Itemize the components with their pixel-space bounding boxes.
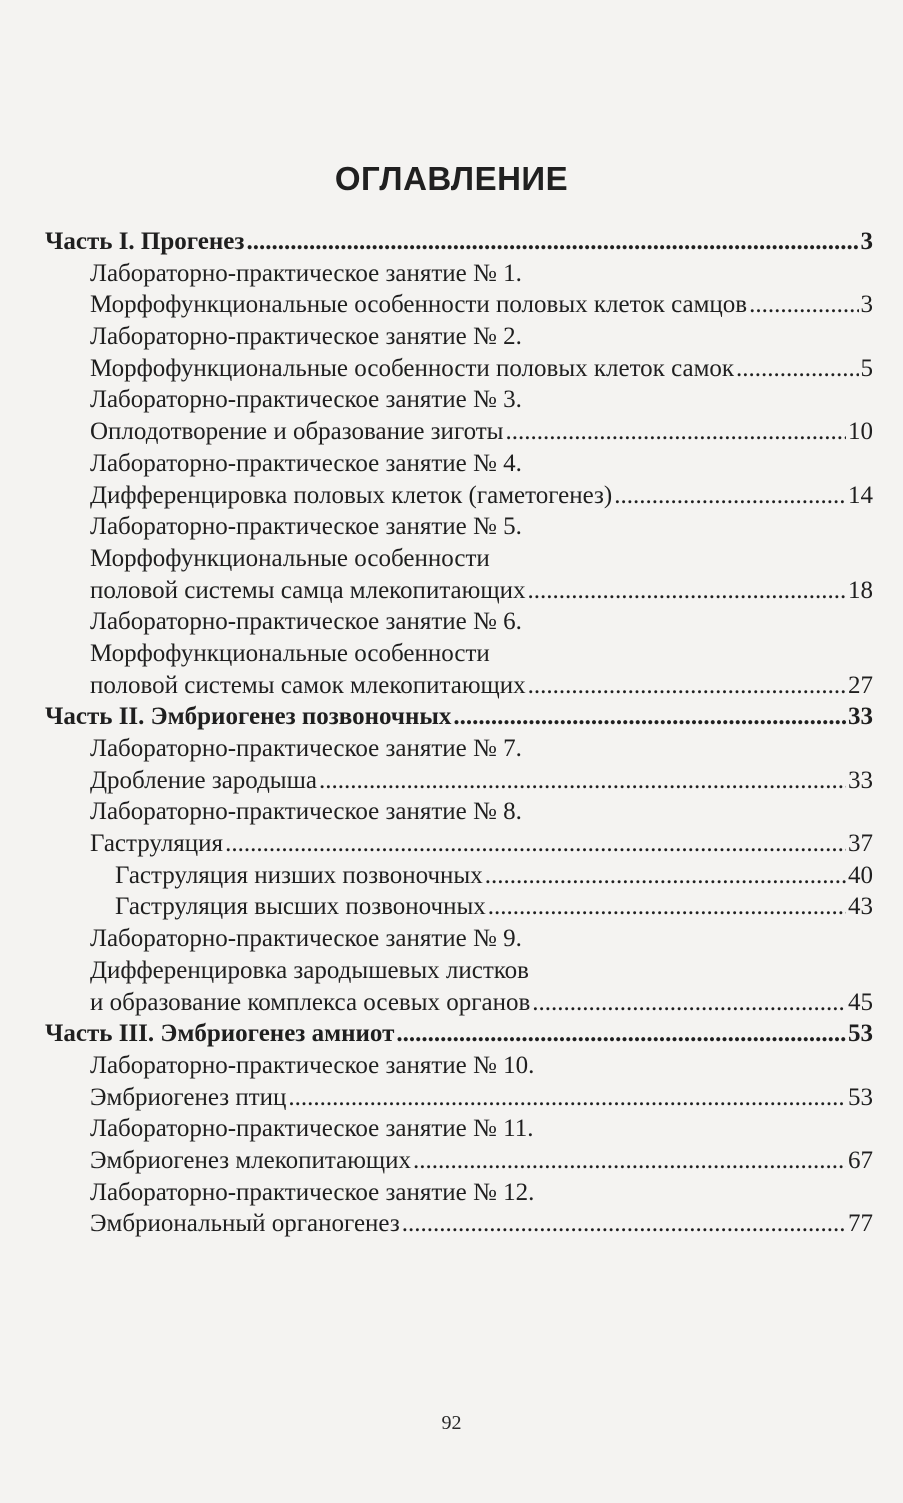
- dot-leader: [505, 416, 846, 448]
- toc-entry: [45, 1177, 873, 1209]
- toc-entry-title: Эмбриогенез млекопитающих: [90, 1146, 412, 1174]
- page-title: ОГЛАВЛЕНИЕ: [334, 160, 569, 197]
- page-number: 92: [441, 1412, 462, 1434]
- toc-page-number: 67: [848, 1146, 873, 1174]
- toc-page-number: 53: [848, 1020, 873, 1048]
- dot-leader: [402, 1208, 846, 1240]
- toc-entry: [45, 733, 873, 765]
- toc-entry: [45, 511, 873, 543]
- toc-entry-title: Лабораторно-практическое занятие № 5.: [90, 513, 522, 541]
- toc-entry-title: Лабораторно-практическое занятие № 1.: [90, 259, 522, 287]
- dot-leader: [288, 1082, 846, 1114]
- toc-entry: [45, 575, 873, 607]
- toc-entry-title: Гаструляция высших позвоночных: [115, 893, 486, 921]
- toc-entry-title: Лабораторно-практическое занятие № 10.: [90, 1051, 535, 1079]
- toc-entry-title: Морфофункциональные особенности: [90, 639, 490, 667]
- toc-entry: [45, 448, 873, 480]
- toc-page-number: 53: [848, 1083, 873, 1111]
- dot-leader: [736, 353, 858, 385]
- toc-entry-title: Эмбриогенез птиц: [90, 1083, 287, 1111]
- toc-entry-title: Морфофункциональные особенности половых клеток самцов: [90, 291, 748, 319]
- toc-entry: [45, 416, 873, 448]
- toc-page-number: 27: [848, 671, 873, 699]
- toc-page-number: 5: [860, 354, 873, 382]
- toc-page-number: 37: [848, 830, 873, 858]
- toc-entry: [45, 480, 873, 512]
- toc-part: [45, 1018, 873, 1050]
- dot-leader: [246, 226, 858, 258]
- toc-entry: [45, 638, 873, 670]
- dot-leader: [396, 1018, 846, 1050]
- toc-entry-title: Лабораторно-практическое занятие № 3.: [90, 386, 522, 414]
- toc-entry: [45, 353, 873, 385]
- toc-entry-title: Гаструляция низших позвоночных: [115, 861, 483, 889]
- toc-entry-title: Лабораторно-практическое занятие № 12.: [90, 1178, 535, 1206]
- toc-entry-title: Часть III. Эмбриогенез амниот: [45, 1020, 395, 1048]
- toc-entry: [45, 955, 873, 987]
- toc-entry: [45, 289, 873, 321]
- toc-entry: [45, 1082, 873, 1114]
- toc-part: [45, 701, 873, 733]
- toc-entry-title: Лабораторно-практическое занятие № 4.: [90, 449, 522, 477]
- toc-entry: [45, 987, 873, 1019]
- dot-leader: [527, 575, 846, 607]
- toc-subentry: [45, 891, 873, 923]
- toc-subentry: [45, 860, 873, 892]
- dot-leader: [453, 701, 846, 733]
- table-of-contents: [45, 226, 873, 1240]
- dot-leader: [749, 289, 858, 321]
- toc-entry: [45, 1050, 873, 1082]
- toc-entry-title: Дифференцировка половых клеток (гаметогенез): [90, 481, 613, 509]
- toc-entry: [45, 1113, 873, 1145]
- toc-page-number: 3: [860, 228, 873, 255]
- toc-entry-title: Морфофункциональные особенности: [90, 544, 490, 572]
- toc-entry-title: половой системы самок млекопитающих: [90, 671, 526, 699]
- toc-entry-title: Лабораторно-практическое занятие № 7.: [90, 735, 522, 762]
- toc-entry-title: Лабораторно-практическое занятие № 8.: [90, 798, 522, 826]
- toc-entry: [45, 384, 873, 416]
- toc-entry: [45, 258, 873, 290]
- toc-entry-title: Морфофункциональные особенности половых клеток самок: [90, 354, 735, 382]
- toc-page-number: 77: [848, 1210, 873, 1238]
- toc-page-number: 18: [848, 576, 873, 604]
- toc-entry-title: Часть I. Прогенез: [45, 228, 245, 255]
- toc-entry: [45, 670, 873, 702]
- toc-page-number: 40: [848, 861, 873, 889]
- toc-entry-title: Гаструляция: [90, 830, 224, 858]
- toc-page-number: 43: [848, 893, 873, 921]
- toc-part: [45, 226, 873, 258]
- toc-entry: [45, 923, 873, 955]
- toc-entry-title: Часть II. Эмбриогенез позвоночных: [45, 703, 452, 731]
- dot-leader: [319, 765, 846, 797]
- toc-entry: [45, 606, 873, 638]
- toc-page-number: 10: [848, 418, 873, 446]
- dot-leader: [413, 1145, 846, 1177]
- toc-page-number: 14: [848, 481, 873, 509]
- toc-entry: [45, 1208, 873, 1240]
- toc-entry-title: Лабораторно-практическое занятие № 2.: [90, 323, 522, 351]
- dot-leader: [532, 987, 846, 1019]
- toc-page-number: 33: [848, 703, 873, 731]
- toc-entry: [45, 765, 873, 797]
- toc-entry: [45, 828, 873, 860]
- toc-entry: [45, 796, 873, 828]
- toc-entry: [45, 543, 873, 575]
- dot-leader: [488, 891, 846, 923]
- dot-leader: [485, 860, 846, 892]
- dot-leader: [614, 480, 846, 512]
- toc-entry-title: Лабораторно-практическое занятие № 6.: [90, 608, 522, 636]
- toc-page-number: 3: [860, 291, 873, 319]
- toc-entry-title: Дифференцировка зародышевых листков: [90, 956, 529, 984]
- toc-entry-title: Оплодотворение и образование зиготы: [90, 418, 504, 446]
- toc-entry-title: Лабораторно-практическое занятие № 9.: [90, 925, 522, 953]
- toc-entry: [45, 321, 873, 353]
- dot-leader: [528, 670, 846, 702]
- toc-entry-title: и образование комплекса осевых органов: [90, 988, 531, 1016]
- toc-page-number: 45: [848, 988, 873, 1016]
- toc-entry-title: Дробление зародыша: [90, 766, 317, 794]
- toc-page-number: 33: [848, 766, 873, 794]
- toc-entry-title: половой системы самца млекопитающих: [90, 576, 526, 604]
- toc-entry-title: Эмбриональный органогенез: [90, 1210, 400, 1238]
- toc-entry-title: Лабораторно-практическое занятие № 11.: [90, 1115, 534, 1143]
- toc-entry: [45, 1145, 873, 1177]
- dot-leader: [225, 828, 846, 860]
